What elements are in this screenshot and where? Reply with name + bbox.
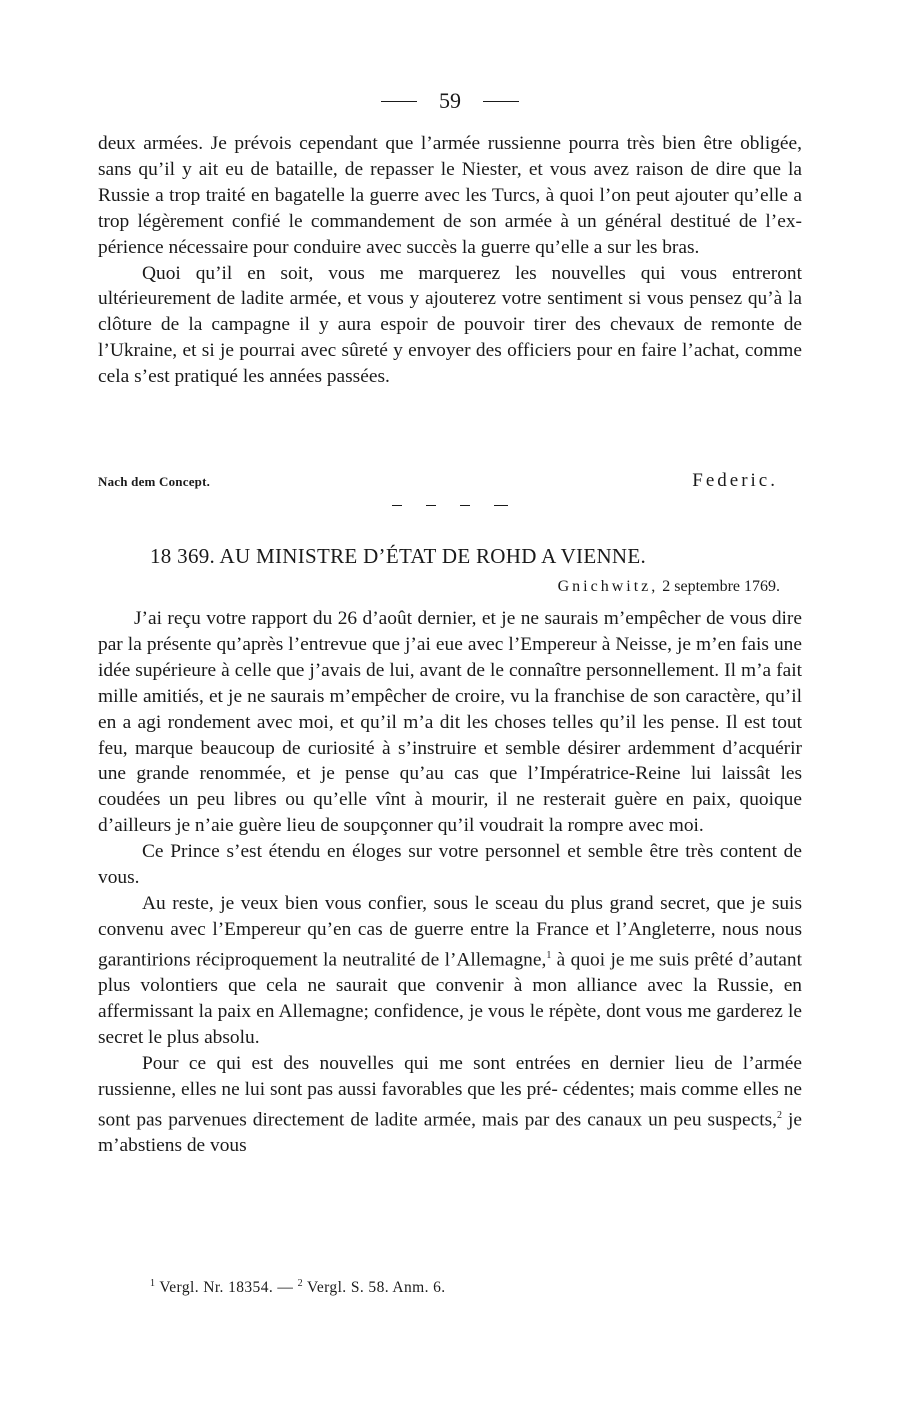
dateline-date: 2 septembre 1769. <box>662 578 780 595</box>
letter2-paragraph-3 <box>98 891 802 1051</box>
text-line: et l’Angleterre, nous nous garantirions réciproquement la neutralité de <box>98 918 802 971</box>
letter1-paragraph-1 <box>98 131 802 261</box>
letter1-body <box>98 131 802 390</box>
text-line: renommée, et je pense qu’au cas que l’Impératrice-Reine lui laissât les <box>199 763 803 785</box>
section-separator <box>0 505 900 506</box>
footnote-2-marker: 2 <box>297 1278 303 1289</box>
footnote-1-text: Vergl. Nr. 18354. <box>159 1279 274 1297</box>
separator-dash <box>426 505 436 506</box>
letter2-paragraph-2 <box>98 839 802 891</box>
separator-dash <box>392 505 402 506</box>
text-line: avec sûreté y envoyer des officiers pour en faire l’achat, comme cela <box>98 340 802 388</box>
text-line: J’ai reçu votre rapport du 26 d’août dernier, et je ne saurais <box>134 608 599 629</box>
letter2-body <box>98 606 802 1159</box>
text-line: la paix en Allemagne; confidence, je vous le répète, dont vous me <box>198 1001 712 1023</box>
text-line: choses telles qu’il les pense. Il est tout feu, marque beaucoup de <box>98 711 802 759</box>
text-line: que je suis convenu avec l’Empereur qu’en cas de guerre entre la France <box>98 892 802 940</box>
text-line: la rompre avec moi. <box>548 815 704 837</box>
text-line: et vous avez raison de dire que la Russie a trop traité en bagatelle la <box>98 158 802 206</box>
header-dash-left <box>381 101 417 102</box>
header-dash-right <box>483 101 519 102</box>
text-line: garderez le secret le plus absolu. <box>98 1001 802 1048</box>
page-number: 59 <box>439 88 461 113</box>
text-line: curiosité à s’instruire et semble désirer ardemment d’acquérir une grande <box>98 737 802 785</box>
separator-dash <box>494 505 508 506</box>
letter-heading: 18 369. AU MINISTRE D’ÉTAT DE ROHD A VIENNE. <box>150 544 647 568</box>
text-line: Quoi qu’il en soit, vous me marquerez les nouvelles qui vous <box>142 262 718 284</box>
letter2-paragraph-4 <box>98 1051 802 1159</box>
text-line: s’est pratiqué les années passées. <box>134 366 390 388</box>
text-line: très content de vous. <box>98 841 802 889</box>
dateline <box>558 578 780 596</box>
page-header <box>0 88 900 114</box>
text-line: Ce Prince s’est étendu en éloges sur votre personnel et semble être <box>142 841 679 863</box>
text-line: périence nécessaire pour conduire avec succès la guerre qu’elle a sur <box>98 236 631 258</box>
text-line: deux armées. Je prévois cependant que l’armée russienne pourra très <box>98 133 655 154</box>
text-line: de l’armée russienne, elles ne lui sont pas aussi favorables que les pré- <box>98 1052 803 1100</box>
text-line: bien être obligée, sans qu’il y ait eu de bataille, de repasser le Niester, <box>98 133 802 180</box>
footnote-marker: 2 <box>777 1109 782 1121</box>
source-note: Nach dem Concept. <box>98 474 211 489</box>
text-line: guerre avec les Turcs, à quoi l’on peut ajouter qu’elle a trop légèrement <box>98 184 802 232</box>
text-line: confié le commandement de son armée à un général destitué de l’ex- <box>231 210 802 232</box>
letter1-paragraph-2 <box>98 261 802 391</box>
text-line: m’empêcher de vous dire par la présente qu’après l’entrevue que j’ai <box>98 608 803 655</box>
text-line: à quoi je me suis prêté d’autant plus volontiers que cela <box>98 949 802 997</box>
text-line: entreront ultérieurement de ladite armée, et vous y ajouterez votre <box>98 262 802 310</box>
separator-dash <box>460 505 470 506</box>
text-line: les bras. <box>635 236 700 258</box>
text-line: son caractère, qu’il en a agi rondement avec moi, et qu’il m’a dit les <box>98 685 802 733</box>
footnote-2-text: Vergl. S. 58. Anm. 6. <box>307 1279 446 1297</box>
text-line: Pour ce qui est des nouvelles qui me sont entrées en dernier lieu <box>142 1052 704 1074</box>
text-line: de pouvoir tirer des chevaux de remonte de l’Ukraine, et si je pourrai <box>98 314 802 362</box>
footnote-marker: 1 <box>546 949 552 961</box>
dateline-place: Gnichwitz, <box>557 578 659 595</box>
text-line: je m’abstiens de vous <box>98 1109 803 1157</box>
text-line: cédentes; mais comme elles ne sont pas parvenues directement de ladite <box>98 1078 802 1131</box>
text-line: mille amitiés, et je ne saurais m’empêcher de croire, vu la franchise de <box>98 685 649 707</box>
text-line: coudées un peu libres ou qu’elle vînt à mourir, il ne resterait guère en <box>98 789 685 811</box>
letter2-paragraph-1 <box>98 606 802 839</box>
footnote-separator: — <box>277 1279 294 1297</box>
text-line: paix, quoique d’ailleurs je n’aie guère lieu de soupçonner qu’il voudrait <box>98 789 802 837</box>
text-line: armée, mais par des canaux un peu suspects, <box>423 1109 777 1131</box>
footnotes <box>150 1278 850 1297</box>
text-line: l’Allemagne, <box>444 949 547 971</box>
text-line: que j’avais de lui, avant de le connaître personnellement. Il m’a fait <box>276 659 802 681</box>
footnote-1-marker: 1 <box>150 1278 156 1289</box>
text-line: eue avec l’Empereur à Neisse, je m’en fais une idée supérieure à celle <box>98 633 802 681</box>
text-line: sentiment si vous pensez qu’à la clôture de la campagne il y aura espoir <box>98 288 802 336</box>
letter1-closing <box>98 470 778 492</box>
signature: Federic. <box>692 470 778 491</box>
text-line: Au reste, je veux bien vous confier, sous le sceau du plus grand secret, <box>142 892 711 914</box>
text-line: ne saurait que convenir à mon alliance avec la Russie, en affermissant <box>98 975 802 1023</box>
